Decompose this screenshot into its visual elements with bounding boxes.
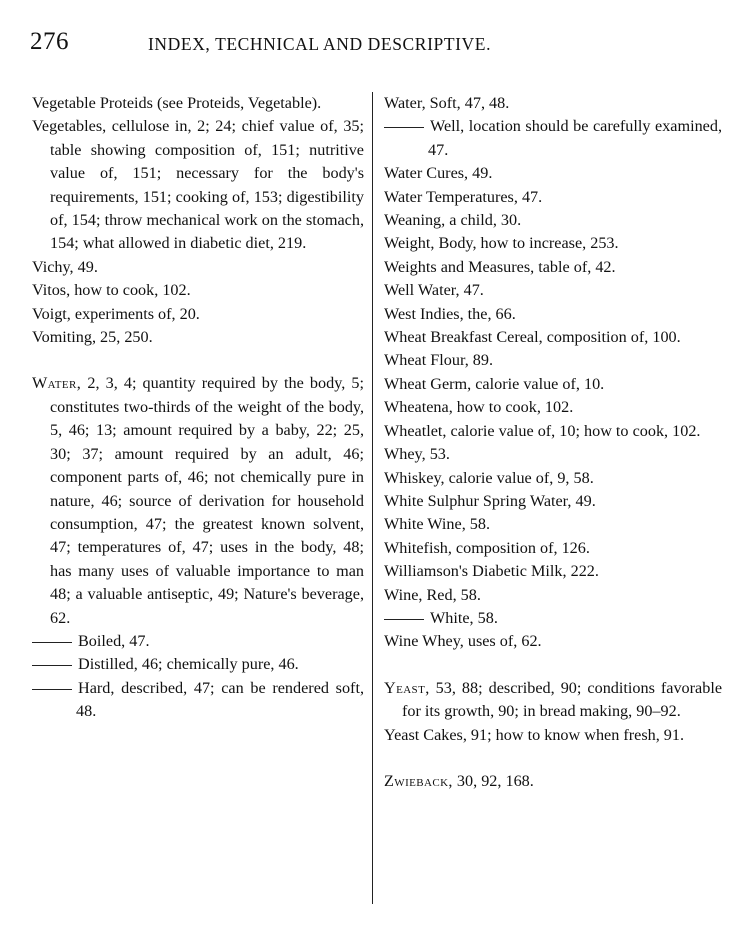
- page-header: [30, 28, 730, 60]
- index-entry-water: [32, 372, 364, 629]
- index-entry: Vegetables, cellulose in, 2; 24; chief value of, 35; table showing composition of, 151; nutritive value of, 151; necessary for the body's requirements, 151; cooking of, 153; digestibility of, 154; throw mechanical work on the stomach, 154; what allowed in diabetic diet, 219.: [32, 117, 364, 253]
- ditto-dash: [32, 642, 72, 643]
- index-entry-text: 53, 88; described, 90; conditions favorable for its growth, 90; in bread making, 90–92.: [402, 678, 722, 721]
- index-entry: Whiskey, calorie value of, 9, 58.: [384, 468, 594, 487]
- index-entry: West Indies, the, 66.: [384, 304, 516, 323]
- index-entry: Vegetable Proteids (see Proteids, Vegetable).: [32, 94, 322, 112]
- index-subentry-text: White, 58.: [430, 608, 498, 627]
- index-entry: Water Temperatures, 47.: [384, 187, 543, 206]
- index-entry: Wheatena, how to cook, 102.: [384, 398, 574, 417]
- ditto-dash: [384, 619, 424, 620]
- index-entry-text: 30, 92, 168.: [452, 771, 534, 790]
- index-entry: Wine, Red, 58.: [384, 585, 481, 604]
- index-subentry: [384, 607, 722, 630]
- index-column-right: [384, 92, 722, 793]
- index-head-word: Yeast,: [384, 678, 430, 697]
- index-entry: White Wine, 58.: [384, 515, 491, 534]
- index-entry: Well Water, 47.: [384, 281, 484, 300]
- index-entry: Weight, Body, how to increase, 253.: [384, 234, 619, 253]
- index-entry: Wheatlet, calorie value of, 10; how to cook, 102.: [384, 421, 701, 440]
- index-subentry: [32, 677, 364, 724]
- index-head-word: Water,: [32, 374, 82, 393]
- index-entry: Vichy, 49.: [32, 257, 98, 276]
- index-column-left: [32, 92, 364, 724]
- index-entry: White Sulphur Spring Water, 49.: [384, 491, 596, 510]
- index-entry: Whitefish, composition of, 126.: [384, 538, 590, 557]
- running-head: INDEX, TECHNICAL AND DESCRIPTIVE.: [148, 34, 492, 54]
- index-subentry-text: Well, location should be carefully examined, 47.: [428, 117, 722, 159]
- index-subentry: [32, 653, 364, 676]
- index-entry: Williamson's Diabetic Milk, 222.: [384, 562, 599, 581]
- index-entry: Wine Whey, uses of, 62.: [384, 632, 542, 651]
- index-subentry-text: Distilled, 46; chemically pure, 46.: [78, 655, 299, 674]
- section-gap: [32, 349, 364, 372]
- index-entry: Vomiting, 25, 250.: [32, 328, 153, 347]
- index-entry-yeast: [384, 677, 722, 724]
- ditto-dash: [32, 689, 72, 690]
- index-subentry: [32, 630, 364, 653]
- index-entry: Whey, 53.: [384, 445, 450, 464]
- section-gap: [384, 747, 722, 770]
- index-head-word: Zwieback,: [384, 771, 453, 790]
- index-entry: Wheat Breakfast Cereal, composition of, 100.: [384, 328, 681, 347]
- index-entry: Voigt, experiments of, 20.: [32, 304, 200, 323]
- index-entry: Weaning, a child, 30.: [384, 211, 522, 230]
- index-entry: Vitos, how to cook, 102.: [32, 281, 191, 300]
- index-entry: Wheat Flour, 89.: [384, 351, 494, 370]
- index-entry: Water Cures, 49.: [384, 164, 493, 183]
- index-subentry: [384, 115, 722, 162]
- ditto-dash: [32, 665, 72, 666]
- column-divider: [372, 92, 373, 904]
- index-entry: Yeast Cakes, 91; how to know when fresh, 91.: [384, 725, 685, 744]
- index-entry-zwieback: [384, 770, 722, 793]
- index-entry: Wheat Germ, calorie value of, 10.: [384, 374, 605, 393]
- index-subentry-text: Boiled, 47.: [78, 631, 150, 650]
- index-entry: Water, Soft, 47, 48.: [384, 94, 510, 112]
- index-entry-text: 2, 3, 4; quantity required by the body, 5; constitutes two-thirds of the weight of the body, 5, 46; 13; amount required by a baby, 22; 25, 30; 37; amount required by an adult, 46; component parts of, 46; not chemically pure in nature, 46; source of derivation for household consumption, 47; the greatest known solvent, 47; temperatures of, 47; uses in the body, 48; has many uses of valuable importance to man 48; a valuable antiseptic, 49; Nature's beverage, 62.: [50, 374, 364, 627]
- page-number: 276: [30, 28, 69, 55]
- index-entry: Weights and Measures, table of, 42.: [384, 257, 616, 276]
- section-gap: [384, 654, 722, 677]
- index-subentry-text: Hard, described, 47; can be rendered soft, 48.: [76, 678, 364, 721]
- ditto-dash: [384, 127, 424, 128]
